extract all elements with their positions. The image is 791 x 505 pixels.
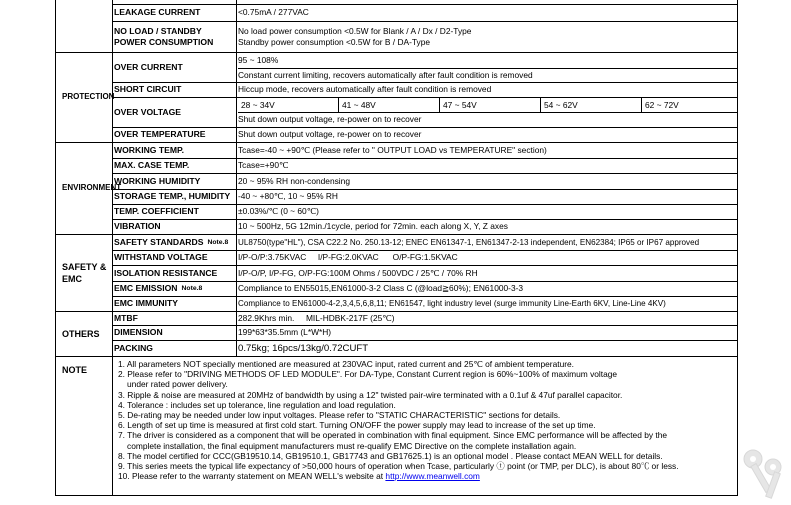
note-2-cont: under rated power delivery. xyxy=(127,379,228,390)
value-no-load-line1: No load power consumption <0.5W for Blank / A / Dx / D2-Type xyxy=(238,25,472,36)
section-safety-line1: SAFETY & xyxy=(62,261,107,272)
value-over-current-mode: Constant current limiting, recovers automatically after fault condition is removed xyxy=(238,69,533,80)
note-7-cont: complete installation, the final equipment manufacturers must re-qualify EMC Directive on the complete installation again. xyxy=(127,440,577,451)
label-over-voltage: OVER VOLTAGE xyxy=(114,106,182,117)
safety-note-ref: Note.8 xyxy=(207,238,229,246)
label-no-load-line2: POWER CONSUMPTION xyxy=(114,36,214,47)
note-9: 9. This series meets the typical life expectancy of >50,000 hours of operation when Tcase, particularly ⓣ point (or TMP, per DLC), is about 80℃ or less. xyxy=(118,461,679,472)
label-leakage-current: LEAKAGE CURRENT xyxy=(114,7,201,17)
label-over-current: OVER CURRENT xyxy=(114,61,183,72)
note-6: 6. Length of set up time is measured at first cold start. Turning ON/OFF the power supply may lead to increase of the set up time. xyxy=(118,420,596,431)
note-1: 1. All parameters NOT specially mentioned are measured at 230VAC input, rated current and 25℃ of ambient temperature. xyxy=(118,359,574,369)
label-working-temp: WORKING TEMP. xyxy=(114,144,185,155)
spec-table xyxy=(55,0,738,496)
value-safety-standards: UL8750(type"HL"), CSA C22.2 No. 250.13-12; ENEC EN61347-1, EN61347-2-13 independent, EN62384; IP65 or IP67 approved xyxy=(238,237,700,247)
value-emc-immunity: Compliance to EN61000-4-2,3,4,5,6,8,11; EN61547, light industry level (surge immunity Line-Earth 6KV, Line-Line 4KV) xyxy=(238,299,666,308)
emc-emission-text: EMC EMISSION xyxy=(114,283,178,293)
label-emc-emission xyxy=(113,281,234,296)
label-isolation-resistance: ISOLATION RESISTANCE xyxy=(114,267,218,278)
value-withstand-voltage: I/P-O/P:3.75KVAC I/P-FG:2.0KVAC O/P-FG:1.5KVAC xyxy=(238,252,458,262)
emc-emission-note-ref: Note.8 xyxy=(181,285,203,292)
note-3: 3. Ripple & noise are measured at 20MHz of bandwidth by using a 12" twisted pair-wire terminated with a 0.1uf & 47uf parallel capacitor. xyxy=(118,389,623,400)
safety-standards-text: SAFETY STANDARDS xyxy=(114,236,204,247)
label-no-load-line1: NO LOAD / STANDBY xyxy=(114,25,202,36)
section-environment: ENVIRONMENT xyxy=(62,183,122,192)
note-4: 4. Tolerance : includes set up tolerance, line regulation and load regulation. xyxy=(118,399,396,410)
value-over-temperature: Shut down output voltage, re-power on to recover xyxy=(238,129,422,139)
note-5: 5. De-rating may be needed under low input voltages. Please refer to "STATIC CHARACTERISTIC" sections for details. xyxy=(118,410,561,421)
section-safety-emc xyxy=(56,234,111,311)
label-temp-coefficient: TEMP. COEFFICIENT xyxy=(114,206,199,216)
label-safety-standards xyxy=(113,234,234,250)
note-2: 2. Please refer to "DRIVING METHODS OF LED MODULE". For DA-Type, Constant Current region is 60%~100% of maximum voltage xyxy=(118,369,618,380)
label-storage: STORAGE TEMP., HUMIDITY xyxy=(114,191,231,201)
notes-list xyxy=(118,359,732,481)
ov-range-4: 54 ~ 62V xyxy=(544,99,578,110)
section-protection: PROTECTION xyxy=(62,92,115,101)
value-working-humidity: 20 ~ 95% RH non-condensing xyxy=(238,175,350,186)
value-dimension: 199*63*35.5mm (L*W*H) xyxy=(238,327,332,337)
note-10 xyxy=(118,471,732,481)
meanwell-website-link[interactable]: http://www.meanwell.com xyxy=(385,471,480,482)
label-withstand-voltage: WITHSTAND VOLTAGE xyxy=(114,252,208,262)
value-vibration: 10 ~ 500Hz, 5G 12min./1cycle, period for 72min. each along X, Y, Z axes xyxy=(238,221,508,231)
value-short-circuit: Hiccup mode, recovers automatically after fault condition is removed xyxy=(238,84,492,94)
section-others: OTHERS xyxy=(62,328,100,339)
value-storage: -40 ~ +80℃, 10 ~ 95% RH xyxy=(238,191,338,201)
value-over-current-range: 95 ~ 108% xyxy=(238,54,279,65)
label-no-load xyxy=(113,21,234,52)
value-temp-coefficient: ±0.03%/℃ (0 ~ 60℃) xyxy=(238,206,319,216)
rule xyxy=(112,356,113,495)
ov-range-1: 28 ~ 34V xyxy=(241,99,275,110)
label-vibration: VIBRATION xyxy=(114,221,161,231)
value-isolation-resistance: I/P-O/P, I/P-FG, O/P-FG:100M Ohms / 500VDC / 25℃ / 70% RH xyxy=(238,267,478,278)
value-no-load xyxy=(238,21,733,52)
label-short-circuit: SHORT CIRCUIT xyxy=(114,84,182,94)
value-over-voltage-mode: Shut down output voltage, re-power on to recover xyxy=(238,114,422,124)
note-10-text: 10. Please refer to the warranty statement on MEAN WELL's website at xyxy=(118,471,386,482)
section-safety-line2: EMC xyxy=(62,273,82,284)
label-working-humidity: WORKING HUMIDITY xyxy=(114,175,201,186)
section-note: NOTE xyxy=(62,365,88,375)
value-mtbf: 282.9Khrs min. MIL-HDBK-217F (25℃) xyxy=(238,312,395,323)
label-dimension: DIMENSION xyxy=(114,327,163,337)
label-max-case-temp: MAX. CASE TEMP. xyxy=(114,160,190,170)
value-emc-emission: Compliance to EN55015,EN61000-3-2 Class C (@load≧60%); EN61000-3-3 xyxy=(238,283,524,293)
value-max-case-temp: Tcase=+90℃ xyxy=(238,160,289,170)
value-leakage-current: <0.75mA / 277VAC xyxy=(238,7,309,17)
value-no-load-line2: Standby power consumption <0.5W for B / DA-Type xyxy=(238,36,431,47)
label-mtbf: MTBF xyxy=(114,312,138,323)
label-packing: PACKING xyxy=(114,342,153,353)
ov-range-2: 41 ~ 48V xyxy=(342,99,376,110)
rule xyxy=(236,0,237,356)
note-8: 8. The model certified for CCC(GB19510.14, GB19510.1, GB17743 and GB17625.1) is an optional model . Please contact MEAN WELL for details. xyxy=(118,450,663,461)
label-over-temperature: OVER TEMPERATURE xyxy=(114,129,206,139)
value-working-temp: Tcase=-40 ~ +90℃ (Please refer to " OUTPUT LOAD vs TEMPERATURE" section) xyxy=(238,144,547,155)
value-packing: 0.75kg; 16pcs/13kg/0.72CUFT xyxy=(238,342,369,354)
note-7: 7. The driver is considered as a component that will be operated in combination with final equipment. Since EMC performance will be affected by the xyxy=(118,430,668,441)
rule xyxy=(56,356,737,357)
ov-range-3: 47 ~ 54V xyxy=(443,99,477,110)
ov-range-5: 62 ~ 72V xyxy=(645,99,679,110)
label-emc-immunity: EMC IMMUNITY xyxy=(114,298,178,308)
keys-watermark-icon xyxy=(739,445,789,500)
